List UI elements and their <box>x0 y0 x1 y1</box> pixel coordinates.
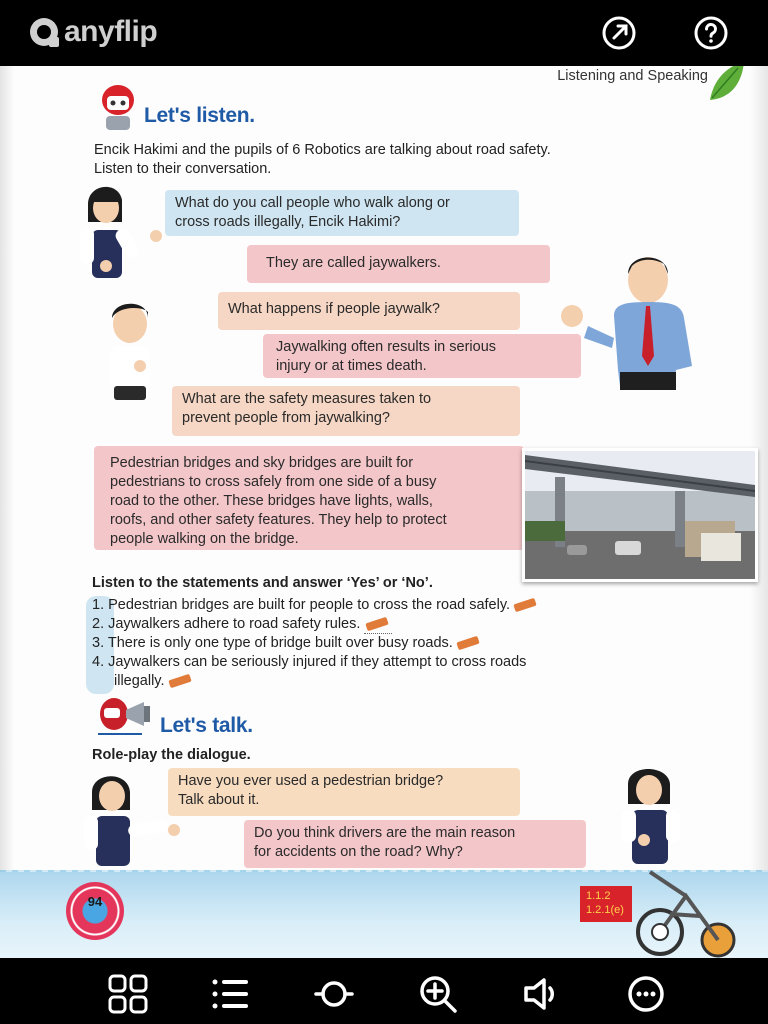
code-2: 1.2.1(e) <box>586 904 624 916</box>
share-icon[interactable] <box>600 14 638 52</box>
dialogue-6-line1: Pedestrian bridges and sky bridges are built for <box>110 455 414 471</box>
page-number-badge <box>66 882 124 940</box>
dialogue-6-line4: roofs, and other safety features. They help to protect <box>110 512 447 528</box>
dialogue-5-line1: What are the safety measures taken to <box>182 391 432 407</box>
statements-list <box>86 596 632 692</box>
dialogue-bubble-3 <box>218 292 520 330</box>
more-icon[interactable] <box>626 974 666 1014</box>
dialogue-4-line2: injury or at times death. <box>276 358 427 374</box>
boy-pupil-illustration <box>92 292 166 410</box>
zoom-fit-icon[interactable] <box>314 974 354 1014</box>
pencil-icon <box>366 619 392 629</box>
girl-pupil-roleplay-2-illustration <box>614 760 690 870</box>
statement-2-text: 2. Jaywalkers adhere to road safety rules. <box>92 616 361 632</box>
table-of-contents-icon[interactable] <box>210 974 250 1014</box>
dialogue-6-line5: people walking on the bridge. <box>110 531 299 547</box>
anyflip-logo-icon <box>30 18 58 46</box>
lets-talk-heading: Let's talk. <box>160 714 253 737</box>
dialogue-bubble-6 <box>94 446 524 550</box>
talk-bubble-1 <box>168 768 520 816</box>
dialogue-bubble-5 <box>172 386 520 436</box>
dialogue-3-line1: What happens if people jaywalk? <box>228 301 440 317</box>
dialogue-6-line3: road to the other. These bridges have lights, walls, <box>110 493 433 509</box>
statement-1-text: 1. Pedestrian bridges are built for people to cross the road safely. <box>92 597 511 613</box>
talk-bubble-2 <box>244 820 586 868</box>
page-gutter-shadow <box>0 66 14 958</box>
dialogue-4-line1: Jaywalking often results in serious <box>276 339 497 355</box>
dialogue-1-line2: cross roads illegally, Encik Hakimi? <box>175 214 401 230</box>
pencil-icon <box>169 676 195 686</box>
pencil-icon <box>514 600 540 610</box>
statement-1 <box>92 596 540 615</box>
talk-2-line1: Do you think drivers are the main reason <box>254 825 516 841</box>
dialogue-bubble-2 <box>247 245 550 283</box>
statement-4 <box>92 653 526 672</box>
statement-3-text: 3. There is only one type of bridge built over busy roads. <box>92 635 453 651</box>
help-icon[interactable] <box>692 14 730 52</box>
bicycle-illustration <box>630 866 740 958</box>
top-toolbar <box>0 0 768 66</box>
lets-listen-heading: Let's listen. <box>144 104 255 127</box>
leaf-icon <box>708 66 746 106</box>
dialogue-5-line2: prevent people from jaywalking? <box>182 410 390 426</box>
statement-4-cont-text: illegally. <box>114 673 165 689</box>
intro-line-1: Encik Hakimi and the pupils of 6 Robotics are talking about road safety. <box>94 142 551 158</box>
girl-pupil-illustration <box>70 176 170 286</box>
task-heading: Listen to the statements and answer ‘Yes’ or ‘No’. <box>92 575 433 591</box>
anyflip-logo[interactable] <box>30 14 157 50</box>
dialogue-bubble-1 <box>165 190 519 236</box>
section-title: Listening and Speaking <box>557 68 708 84</box>
pencil-icon <box>457 638 483 648</box>
statement-3 <box>92 634 483 653</box>
zoom-in-icon[interactable] <box>418 974 458 1014</box>
robot-listening-icon <box>98 82 138 132</box>
dialogue-bubble-4 <box>263 334 581 378</box>
talk-1-line1: Have you ever used a pedestrian bridge? <box>178 773 444 789</box>
intro-line-2: Listen to their conversation. <box>94 161 272 177</box>
sound-icon[interactable] <box>522 974 562 1014</box>
book-page[interactable] <box>0 66 768 958</box>
talk-1-line2: Talk about it. <box>178 792 260 808</box>
robot-megaphone-icon <box>96 694 154 738</box>
dialogue-1-line1: What do you call people who walk along or <box>175 195 450 211</box>
dialogue-2-line1: They are called jaywalkers. <box>266 255 441 271</box>
statement-4-text: 4. Jaywalkers can be seriously injured if they attempt to cross roads <box>92 654 527 670</box>
talk-2-line2: for accidents on the road? Why? <box>254 844 463 860</box>
page-number: 94 <box>87 894 103 909</box>
dialogue-6-line2: pedestrians to cross safely from one side of a busy <box>110 474 437 490</box>
statement-2 <box>92 615 392 634</box>
roleplay-instruction: Role-play the dialogue. <box>92 747 251 763</box>
thumbnails-icon[interactable] <box>108 974 148 1014</box>
logo-text: anyflip <box>64 15 158 48</box>
pedestrian-bridge-photo <box>522 448 758 582</box>
code-1: 1.1.2 <box>586 890 611 902</box>
learning-standard-codes <box>580 886 632 922</box>
statement-4-cont <box>114 672 195 691</box>
